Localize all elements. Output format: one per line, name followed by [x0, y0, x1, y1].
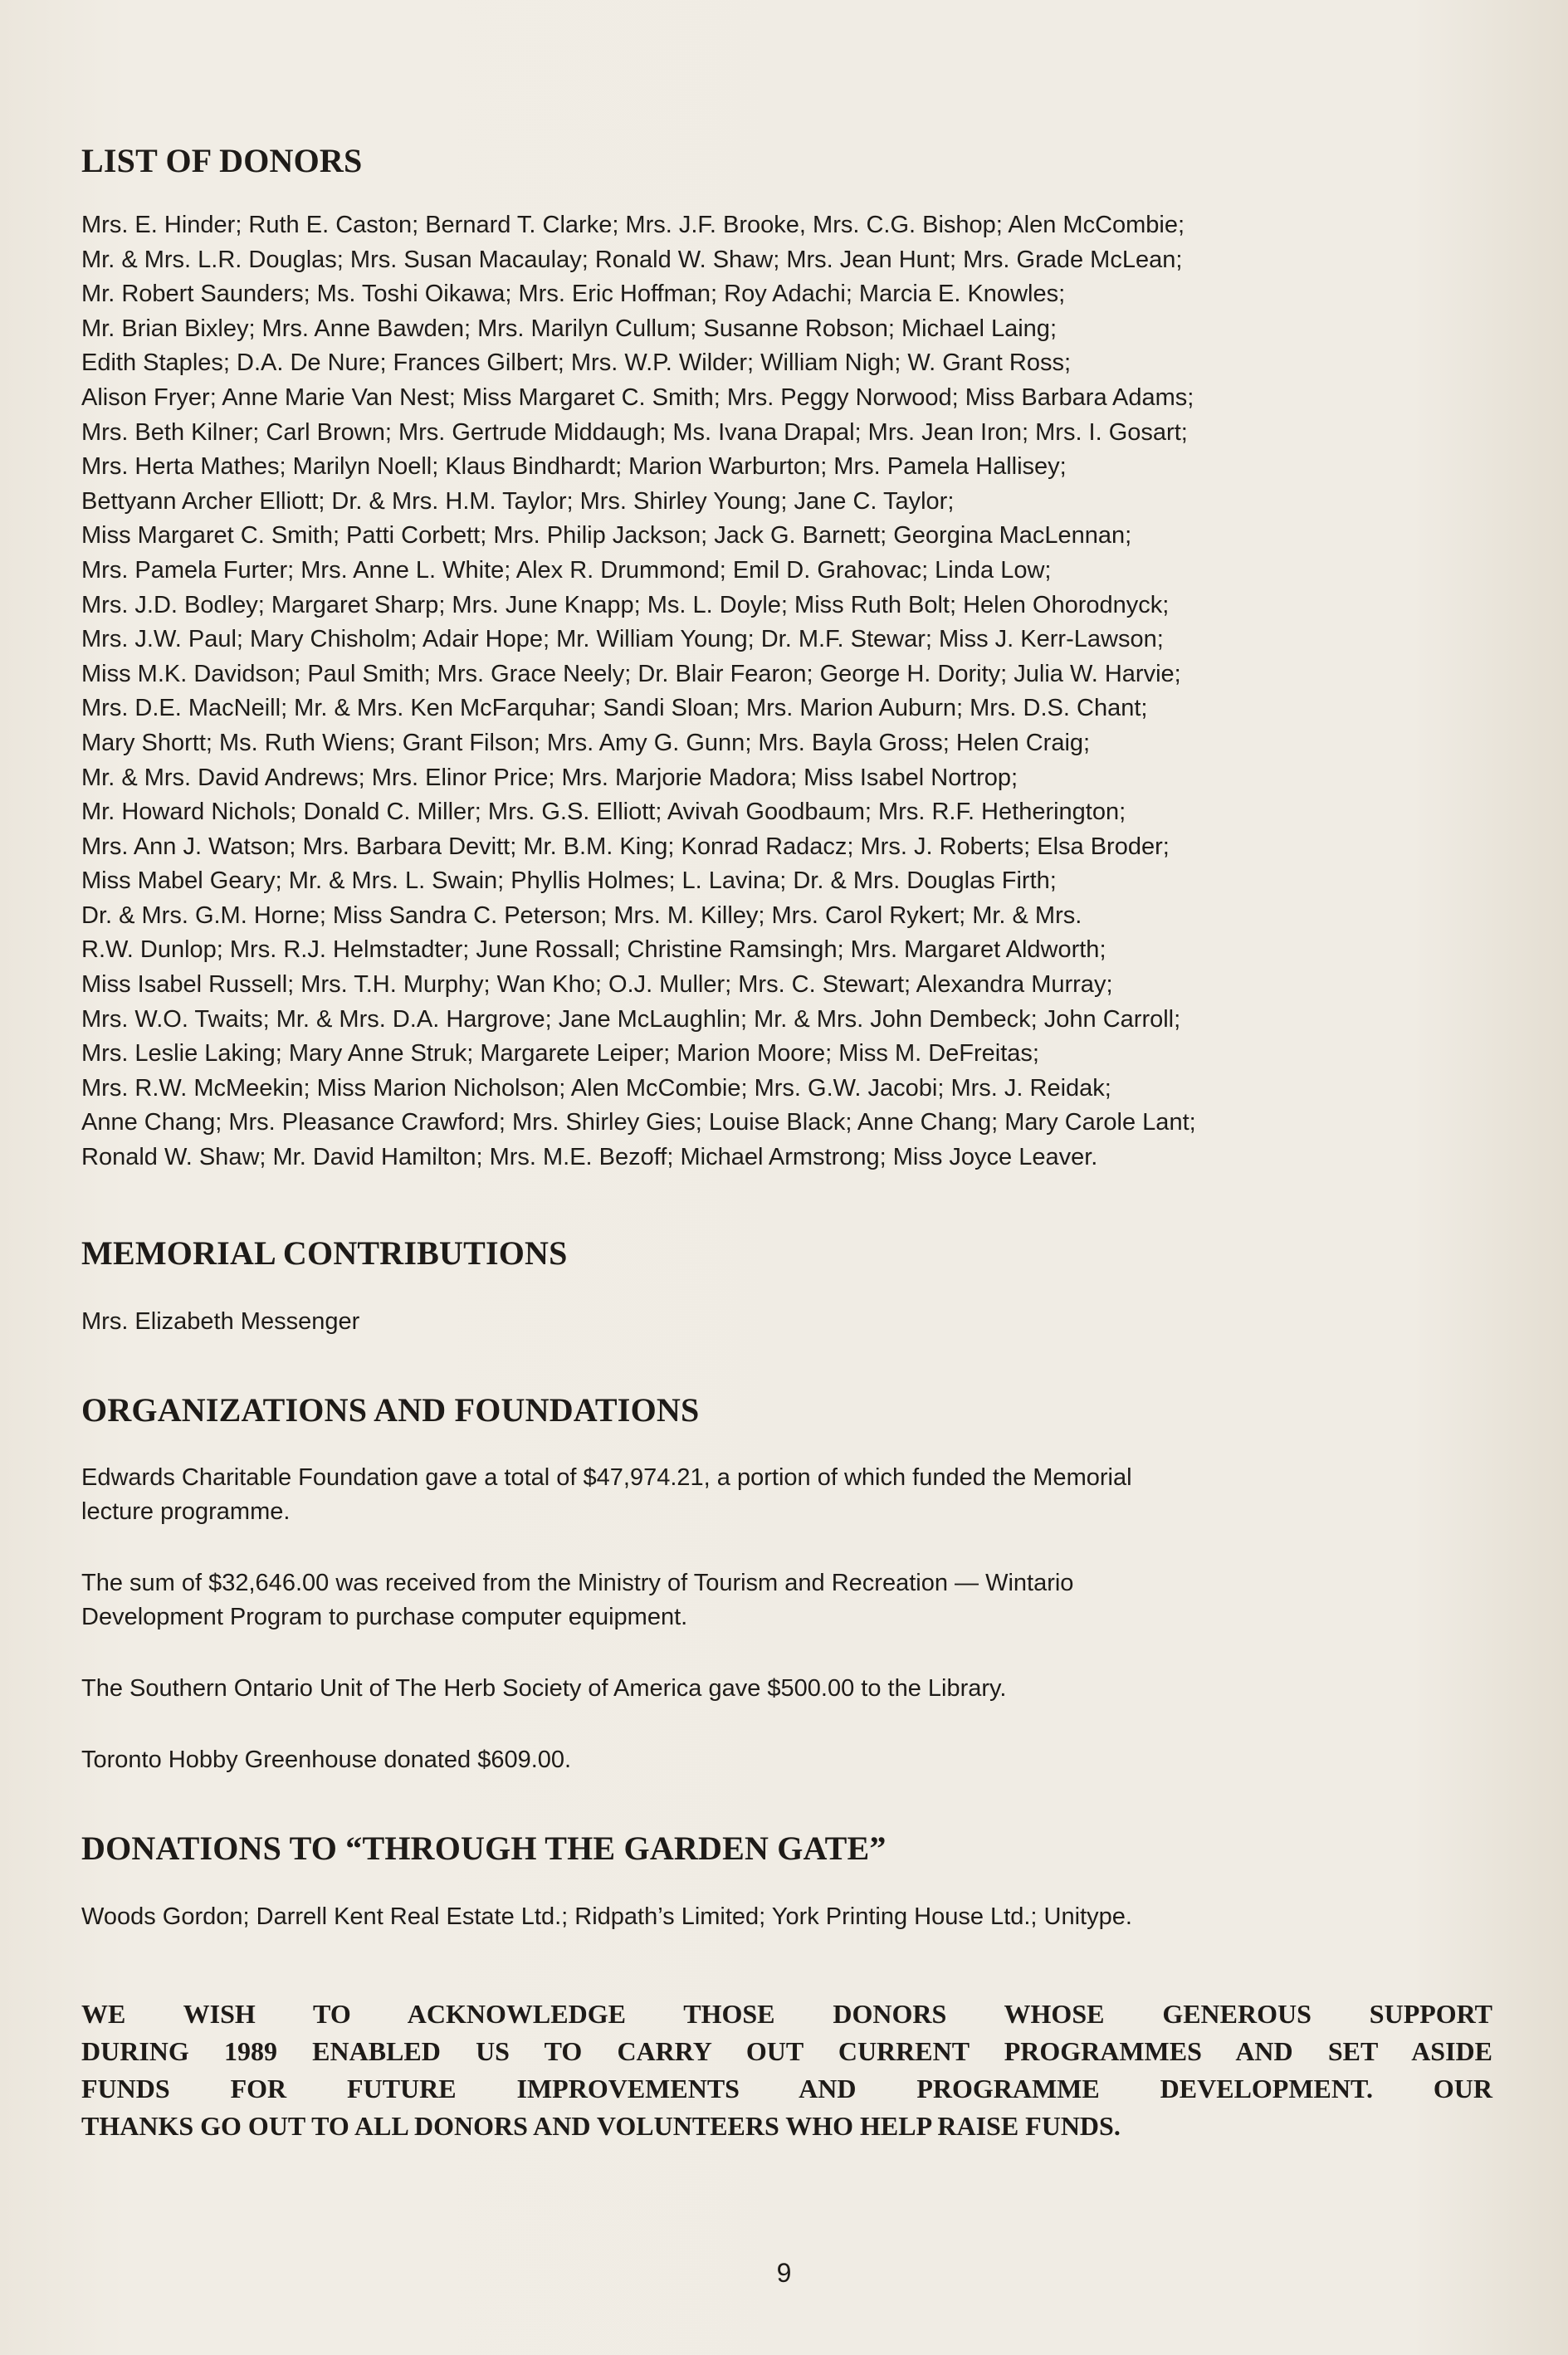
acknowledgement-statement — [81, 1996, 1492, 2145]
donor-line: Mrs. W.O. Twaits; Mr. & Mrs. D.A. Hargrove; Jane McLaughlin; Mr. & Mrs. John Dembeck; John Carroll; — [81, 1005, 1181, 1033]
memorial-contribution-text: Mrs. Elizabeth Messenger — [81, 1307, 360, 1335]
paragraph-line: lecture programme. — [81, 1498, 291, 1526]
garden-gate-donors-text: Woods Gordon; Darrell Kent Real Estate Ltd.; Ridpath’s Limited; York Printing House Ltd.; Unitype. — [81, 1903, 1132, 1931]
donor-line: Mr. Brian Bixley; Mrs. Anne Bawden; Mrs. Marilyn Cullum; Susanne Robson; Michael Laing; — [81, 315, 1057, 342]
donor-line: Bettyann Archer Elliott; Dr. & Mrs. H.M. Taylor; Mrs. Shirley Young; Jane C. Taylor; — [81, 487, 955, 515]
organization-paragraph — [81, 1672, 1492, 1707]
donor-line: Mr. Robert Saunders; Ms. Toshi Oikawa; Mrs. Eric Hoffman; Roy Adachi; Marcia E. Knowles; — [81, 281, 1066, 308]
donor-line: Mrs. J.W. Paul; Mary Chisholm; Adair Hope; Mr. William Young; Dr. M.F. Stewar; Miss J. Kerr-Lawson; — [81, 626, 1164, 653]
donor-line: Mrs. D.E. MacNeill; Mr. & Mrs. Ken McFarquhar; Sandi Sloan; Mrs. Marion Auburn; Mrs. D.S. Chant; — [81, 695, 1148, 722]
memorial-contributions-heading: MEMORIAL CONTRIBUTIONS — [81, 1234, 568, 1272]
list-of-donors-heading: LIST OF DONORS — [81, 142, 363, 179]
donor-line: Mrs. E. Hinder; Ruth E. Caston; Bernard T. Clarke; Mrs. J.F. Brooke, Mrs. C.G. Bishop; Alen McCombie; — [81, 212, 1185, 238]
donor-line: R.W. Dunlop; Mrs. R.J. Helmstadter; June Rossall; Christine Ramsingh; Mrs. Margaret Aldworth; — [81, 936, 1106, 964]
donor-list — [81, 208, 1492, 1175]
donor-line: Dr. & Mrs. G.M. Horne; Miss Sandra C. Peterson; Mrs. M. Killey; Mrs. Carol Rykert; Mr. & Mrs. — [81, 901, 1082, 929]
paragraph-line: Toronto Hobby Greenhouse donated $609.00. — [81, 1746, 572, 1773]
donor-line: Mrs. Pamela Furter; Mrs. Anne L. White; Alex R. Drummond; Emil D. Grahovac; Linda Low; — [81, 556, 1052, 584]
donor-line: Mrs. Beth Kilner; Carl Brown; Mrs. Gertrude Middaugh; Ms. Ivana Drapal; Mrs. Jean Iron; Mrs. I. Gosart; — [81, 418, 1188, 446]
donor-line: Edith Staples; D.A. De Nure; Frances Gilbert; Mrs. W.P. Wilder; William Nigh; W. Grant Ross; — [81, 349, 1072, 377]
acknowledgement-line: FUNDS FOR FUTURE IMPROVEMENTS AND PROGRAMME DEVELOPMENT. OUR — [81, 2074, 1492, 2104]
paragraph-line: The sum of $32,646.00 was received from the Ministry of Tourism and Recreation — Wintario — [81, 1569, 1074, 1596]
donor-line: Mrs. R.W. McMeekin; Miss Marion Nicholson; Alen McCombie; Mrs. G.W. Jacobi; Mrs. J. Reidak; — [81, 1074, 1111, 1102]
donor-line: Mr. & Mrs. L.R. Douglas; Mrs. Susan Macaulay; Ronald W. Shaw; Mrs. Jean Hunt; Mrs. Grade McLean; — [81, 246, 1183, 273]
donor-line: Anne Chang; Mrs. Pleasance Crawford; Mrs. Shirley Gies; Louise Black; Anne Chang; Mary Carole Lant; — [81, 1109, 1196, 1136]
donor-line: Mrs. J.D. Bodley; Margaret Sharp; Mrs. June Knapp; Ms. L. Doyle; Miss Ruth Bolt; Helen Ohorodnyck; — [81, 591, 1170, 618]
acknowledgement-line: DURING 1989 ENABLED US TO CARRY OUT CURRENT PROGRAMMES AND SET ASIDE — [81, 2036, 1492, 2067]
donor-line: Miss Margaret C. Smith; Patti Corbett; Mrs. Philip Jackson; Jack G. Barnett; Georgina MacLennan; — [81, 522, 1132, 550]
acknowledgement-line: WE WISH TO ACKNOWLEDGE THOSE DONORS WHOSE GENEROUS SUPPORT — [81, 1999, 1492, 2030]
donor-line: Mrs. Leslie Laking; Mary Anne Struk; Margarete Leiper; Marion Moore; Miss M. DeFreitas; — [81, 1040, 1039, 1068]
donor-line: Miss Isabel Russell; Mrs. T.H. Murphy; Wan Kho; O.J. Muller; Mrs. C. Stewart; Alexandra Murray; — [81, 971, 1113, 999]
donor-line: Mrs. Herta Mathes; Marilyn Noell; Klaus Bindhardt; Marion Warburton; Mrs. Pamela Hallisey; — [81, 453, 1067, 481]
donor-line: Mary Shortt; Ms. Ruth Wiens; Grant Filson; Mrs. Amy G. Gunn; Mrs. Bayla Gross; Helen Craig; — [81, 729, 1091, 756]
organization-paragraph — [81, 1566, 1492, 1635]
page-content — [81, 141, 1492, 2145]
organization-paragraph — [81, 1461, 1492, 1530]
paragraph-line: The Southern Ontario Unit of The Herb Society of America gave $500.00 to the Library. — [81, 1675, 1007, 1702]
acknowledgement-line: THANKS GO OUT TO ALL DONORS AND VOLUNTEERS WHO HELP RAISE FUNDS. — [81, 2111, 1121, 2142]
donor-line: Mrs. Ann J. Watson; Mrs. Barbara Devitt; Mr. B.M. King; Konrad Radacz; Mrs. J. Roberts; Elsa Broder; — [81, 833, 1170, 860]
organization-paragraph — [81, 1743, 1492, 1778]
paragraph-line: Edwards Charitable Foundation gave a total of $47,974.21, a portion of which funded the Memorial — [81, 1463, 1132, 1491]
organizations-heading: ORGANIZATIONS AND FOUNDATIONS — [81, 1390, 700, 1429]
donor-line: Ronald W. Shaw; Mr. David Hamilton; Mrs. M.E. Bezoff; Michael Armstrong; Miss Joyce Leaver. — [81, 1144, 1098, 1171]
donor-line: Miss M.K. Davidson; Paul Smith; Mrs. Grace Neely; Dr. Blair Fearon; George H. Dority; Julia W. Harvie; — [81, 660, 1181, 687]
donor-line: Mr. & Mrs. David Andrews; Mrs. Elinor Price; Mrs. Marjorie Madora; Miss Isabel Nortrop; — [81, 764, 1018, 791]
paragraph-line: Development Program to purchase computer equipment. — [81, 1604, 688, 1631]
page-number: 9 — [776, 2258, 792, 2288]
garden-gate-heading: DONATIONS TO “THROUGH THE GARDEN GATE” — [81, 1830, 887, 1868]
donor-line: Miss Mabel Geary; Mr. & Mrs. L. Swain; Phyllis Holmes; L. Lavina; Dr. & Mrs. Douglas Firth; — [81, 867, 1057, 895]
donor-line: Alison Fryer; Anne Marie Van Nest; Miss Margaret C. Smith; Mrs. Peggy Norwood; Miss Barbara Adams; — [81, 384, 1194, 411]
donor-line: Mr. Howard Nichols; Donald C. Miller; Mrs. G.S. Elliott; Avivah Goodbaum; Mrs. R.F. Hetherington; — [81, 799, 1126, 826]
